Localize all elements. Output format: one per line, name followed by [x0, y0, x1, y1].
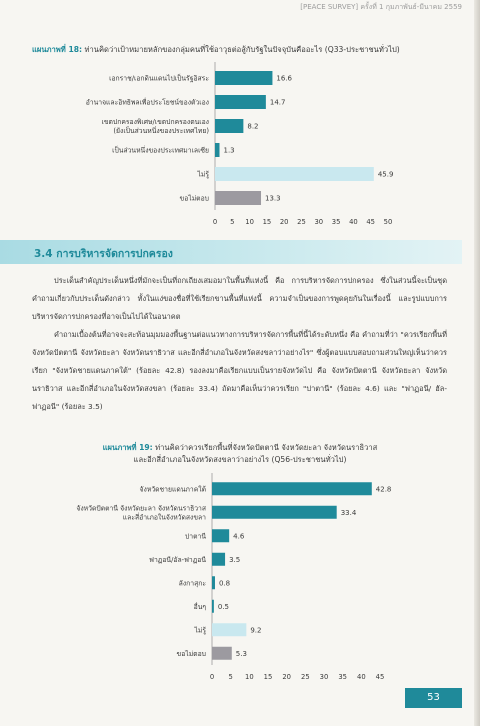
chart1-category-label: ไม่รู้ [197, 170, 209, 179]
chart2-category-label: ขอไม่ตอบ [176, 649, 206, 658]
chart2-data-label: 42.8 [375, 485, 392, 494]
page-number: 53 [405, 688, 462, 708]
chart2-data-label: 4.6 [233, 532, 245, 541]
chart1-label: แผนภาพที่ 18: [32, 45, 83, 54]
chart1-data-label: 16.6 [276, 74, 293, 83]
body-paragraph-2: คำถามเบื้องต้นที่อาจจะสะท้อนมุมมองพื้นฐานต่อแนวทางการบริหารจัดการพื้นที่นี้ได้ระดับหนึ่ง คือ คำถามที่ว่า "ควรเรียกพื้นที่จังหวัดปัตตานี จังหวัดยะลา จังหวัดนราธิวาส และอีกสี่อำเภอในจังหวัดสงขลาว่าอย่างไร" ซึ่งผู้ตอบแบบสอบถามส่วนใหญ่เห็นว่าควรเรียก "จังหวัดชายแดนภาคใต้" (ร้อยละ 42.8) รองลงมาคือเรียกแบบเป็นรายจังหวัดไป คือ จังหวัดปัตตานี จังหวัดยะลา จังหวัดนราธิวาส และอีกสี่อำเภอในจังหวัดสงขลา (ร้อยละ 33.4) ถัดมาคือเห็นว่าควรเรียก "ปาตานี" (ร้อยละ 4.6) และ "ฟาฏอนี/ ฮัล-ฟาฏอนี" (ร้อยละ 3.5) [32, 330, 447, 411]
chart1-tick-label: 15 [262, 218, 272, 226]
chart1-title-text: ท่านคิดว่าเป้าหมายหลักของกลุ่มคนที่ใช้อาวุธต่อสู้กับรัฐในปัจจุบันคืออะไร (Q33-ประชาชนทั่วไป) [84, 45, 400, 54]
chart1-data-label: 8.2 [247, 122, 259, 131]
chart1-category-label: เขตปกครองพิเศษ/เขตปกครองตนเอง [101, 118, 209, 127]
chart1-category-label: อำนาจและอิทธิพลเพื่อประโยชน์ของตัวเอง [85, 98, 209, 107]
chart1-category-label: เป็นส่วนหนึ่งของประเทศมาเลเซีย [112, 146, 209, 155]
body-paragraph-1: ประเด็นสำคัญประเด็นหนึ่งที่มักจะเป็นที่ถกเถียงเสมอมาในพื้นที่แห่งนี้ คือ การบริหารจัดการปกครอง ซึ่งในส่วนนี้จะเป็นชุดคำถามเกี่ยวกับประเด็นดังกล่าว ทั้งในแง่ของชื่อที่ใช้เรียกขานพื้นที่แห่งนี้ ความจำเป็นของการพูดคุยกันในเรื่องนี้ และรูปแบบการบริหารจัดการปกครองที่อาจเป็นไปได้ในอนาคต [32, 276, 447, 321]
chart1-data-label: 14.7 [269, 98, 286, 107]
chart1-category-label: เอกราช/เอกดินแดนไปเป็นรัฐอิสระ [109, 74, 209, 83]
chart2-data-label: 9.2 [250, 626, 262, 635]
section-title: 3.4 การบริหารจัดการปกครอง [34, 248, 173, 260]
chart2-data-label: 0.8 [218, 579, 231, 588]
chart2-category-label: และสี่อำเภอในจังหวัดสงขลา [122, 513, 206, 522]
chart1-bar [215, 119, 243, 133]
chart1-tick-label: 50 [383, 218, 393, 226]
chart2-category-label: ฟาฏอนี/อัล-ฟาฏอนี [149, 555, 206, 564]
chart2-bar [212, 482, 372, 495]
chart1-bar [215, 143, 219, 157]
chart2-data-label: 0.5 [217, 602, 230, 611]
chart1-bar [215, 71, 272, 85]
chart2-bar [212, 553, 225, 566]
chart1-svg [0, 62, 480, 242]
chart1-bar [215, 95, 266, 109]
chart1-data-label: 1.3 [223, 146, 235, 155]
chart2-tick-label: 45 [375, 673, 385, 681]
chart1-tick-label: 45 [366, 218, 376, 226]
chart2-title-line1: ท่านคิดว่าควรเรียกพื้นที่จังหวัดปัตตานี จังหวัดยะลา จังหวัดนราธิวาส [155, 443, 378, 452]
chart2-category-label: ปาตานี [184, 532, 206, 541]
chart2-category-label: อื่นๆ [193, 602, 206, 611]
chart2-bar [212, 647, 232, 660]
chart1-tick-label: 35 [331, 218, 341, 226]
chart2-category-label: จังหวัดชายแดนภาคใต้ [139, 485, 206, 494]
chart2-label: แผนภาพที่ 19: [102, 443, 153, 452]
chart1-data-label: 45.9 [377, 170, 394, 179]
chart1-tick-label: 20 [279, 218, 289, 226]
chart2-bar [212, 506, 337, 519]
chart1-tick-label: 0 [212, 218, 218, 226]
chart1-tick-label: 5 [230, 218, 235, 226]
chart2-bar [212, 623, 246, 636]
chart1-title [32, 44, 400, 56]
chart2-data-label: 5.3 [235, 649, 247, 658]
chart2-tick-label: 25 [301, 673, 310, 681]
chart2-tick-label: 0 [209, 673, 215, 681]
chart1-data-label: 13.3 [265, 194, 281, 203]
chart2-category-label: ไม่รู้ [194, 626, 206, 635]
chart2-title [40, 442, 440, 466]
chart2-category-label: จังหวัดปัตตานี จังหวัดยะลา จังหวัดนราธิวาส [76, 504, 206, 513]
running-head: [PEACE SURVEY] ครั้งที่ 1 กุมภาพันธ์-มีนาคม 2559 [300, 3, 462, 11]
chart1-category-label: (ยังเป็นส่วนหนึ่งของประเทศไทย) [113, 127, 209, 136]
chart2-data-label: 33.4 [340, 508, 357, 517]
chart1-tick-label: 30 [314, 218, 324, 226]
chart1-bar [215, 191, 261, 205]
body-text [32, 272, 447, 416]
chart1-tick-label: 10 [245, 218, 254, 226]
chart1-tick-label: 40 [349, 218, 358, 226]
chart2-bar [212, 576, 215, 589]
chart2-bar [212, 600, 214, 613]
chart2-tick-label: 30 [319, 673, 329, 681]
chart1-tick-label: 25 [297, 218, 306, 226]
chart2-tick-label: 20 [282, 673, 291, 681]
chart2-svg [0, 475, 480, 685]
chart2-tick-label: 10 [245, 673, 254, 681]
chart2-tick-label: 15 [263, 673, 273, 681]
chart2-title-line2: และอีกสี่อำเภอในจังหวัดสงขลาว่าอย่างไร (Q56-ประชาชนทั่วไป) [133, 455, 347, 464]
chart2-tick-label: 40 [357, 673, 366, 681]
section-header [0, 240, 462, 264]
chart1-category-label: ขอไม่ตอบ [179, 194, 209, 203]
chart2-data-label: 3.5 [229, 555, 241, 564]
chart2-category-label: ลังกาสุกะ [178, 579, 206, 588]
chart2-bar [212, 529, 229, 542]
chart2-tick-label: 5 [228, 673, 233, 681]
chart2-tick-label: 35 [338, 673, 347, 681]
chart1-bar [215, 167, 374, 181]
